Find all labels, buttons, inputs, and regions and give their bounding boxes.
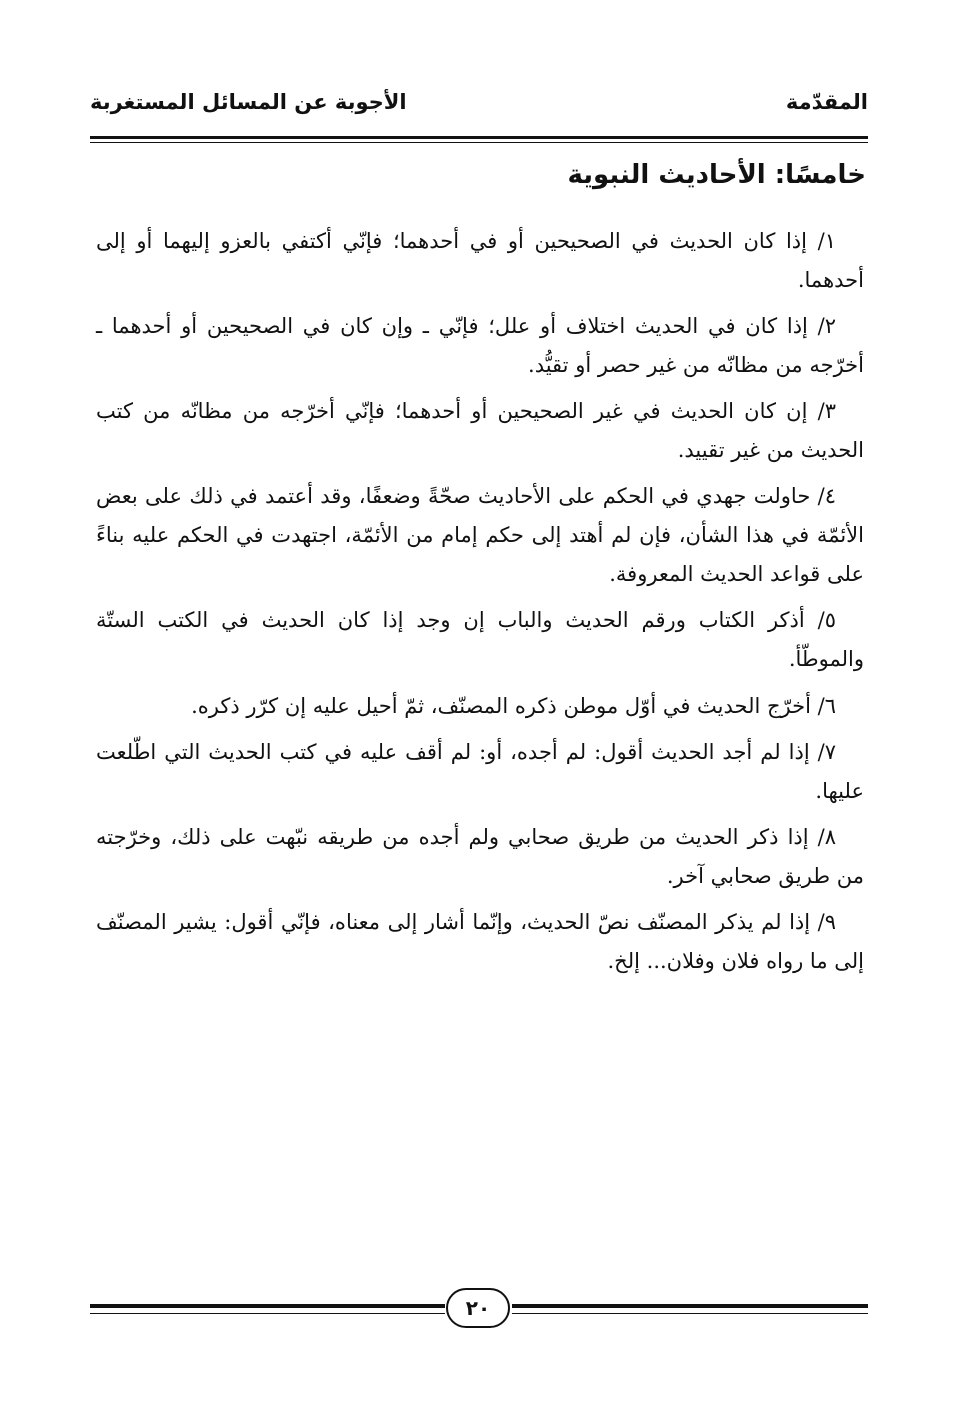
footer-rule-right [512, 1304, 868, 1308]
paragraph-5: ٥/ أذكر الكتاب ورقم الحديث والباب إن وجد إذا كان الحديث في الكتب الستّة والموطّأ. [96, 608, 864, 672]
section-heading: خامسًا: الأحاديث النبوية [567, 160, 866, 190]
body-text [96, 222, 864, 988]
paragraph-6: ٦/ أخرّج الحديث في أوّل موطن ذكره المصنّف، ثمّ أحيل عليه إن كرّر ذكره. [191, 693, 836, 718]
header-rule-thin [90, 142, 868, 143]
paragraph-7: ٧/ إذا لم أجد الحديث أقول: لم أجده، أو: لم أقف عليه في كتب الحديث التي اطّلعت عليها. [96, 739, 864, 803]
footer-rule-left-thin [90, 1313, 445, 1314]
paragraph-9: ٩/ إذا لم يذكر المصنّف نصّ الحديث، وإنّما أشار إلى معناه، فإنّي أقول: يشير المصنّف إلى ما رواه فلان وفلان... إلخ. [96, 909, 864, 973]
running-header [90, 86, 868, 122]
paragraph-8: ٨/ إذا ذكر الحديث من طريق صحابي ولم أجده من طريقه نبّهت على ذلك، وخرّجته من طريق صحابي آخر. [96, 824, 864, 888]
paragraph-1: ١/ إذا كان الحديث في الصحيحين أو في أحدهما؛ فإنّي أكتفي بالعزو إليهما أو إلى أحدهما. [96, 229, 864, 293]
paragraph-2: ٢/ إذا كان في الحديث اختلاف أو علل؛ فإنّي ـ وإن كان في الصحيحين أو أحدهما ـ أخرّجه من مظانّه من غير حصر أو تقيُّد. [96, 314, 864, 378]
page-number: ٢٠ [446, 1288, 510, 1328]
header-rule [90, 136, 868, 139]
paragraph-3: ٣/ إن كان الحديث في غير الصحيحين أو أحدهما؛ فإنّي أخرّجه من مظانّه من كتب الحديث من غير تقييد. [96, 399, 864, 463]
paragraph-4: ٤/ حاولت جهدي في الحكم على الأحاديث صحّةً وضعفًا، وقد أعتمد في ذلك على بعض الأئمّة في هذا الشأن، فإن لم أهتد إلى حكم إمام من الأئمّة، اجتهدت في الحكم عليه بناءً على قواعد الحديث المعروفة. [96, 484, 864, 587]
footer-rule-left [90, 1304, 445, 1308]
running-header-book-title: الأجوبة عن المسائل المستغربة [90, 90, 407, 114]
footer-rule-right-thin [512, 1313, 868, 1314]
running-header-chapter: المقدّمة [785, 90, 868, 114]
